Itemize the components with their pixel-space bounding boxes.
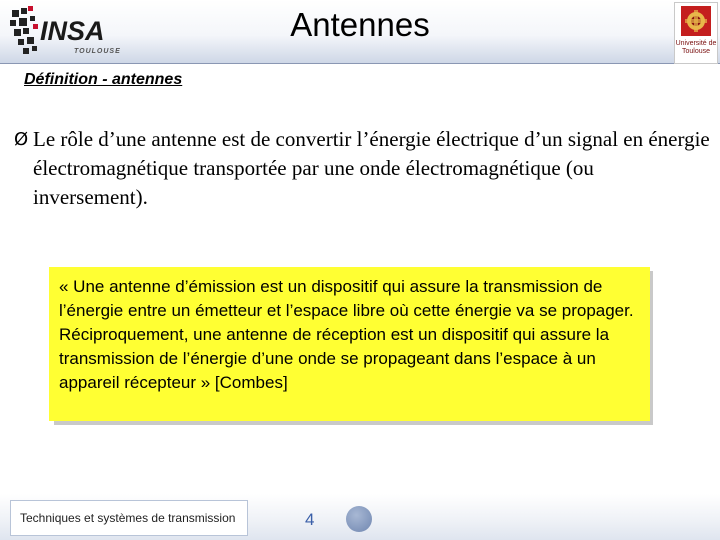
slide-title: Antennes — [290, 6, 430, 43]
section-title: Définition - antennes — [24, 71, 183, 88]
page-circle-icon — [346, 506, 372, 532]
page-number: 4 — [305, 510, 315, 529]
insa-logo-text: INSA — [40, 16, 105, 46]
definition-quote: « Une antenne d’émission est un dispositif qui assure la transmission de l’énergie entre un émetteur et l’espace libre où cette énergie va se propager. Réciproquement, une antenne de réception est un dispositif qui assure la transmission de l’énergie d’une onde se propageant dans l’espace à un appareil récepteur » [Combes] — [49, 267, 650, 421]
university-crest-icon — [681, 6, 711, 36]
bullet-text: Le rôle d’une antenne est de convertir l’énergie électrique d’un signal en énergie électromagnétique transportée par une onde électromagnétique (ou inversement). — [33, 127, 710, 209]
insa-logo-subtext: TOULOUSE — [74, 48, 121, 55]
universite-toulouse-logo — [674, 2, 718, 64]
header-divider — [0, 63, 720, 64]
university-name: Université de Toulouse — [675, 40, 717, 55]
bullet-item — [14, 125, 714, 212]
arrow-bullet-icon: Ø — [14, 129, 29, 150]
footer-course-title: Techniques et systèmes de transmission — [20, 511, 236, 525]
